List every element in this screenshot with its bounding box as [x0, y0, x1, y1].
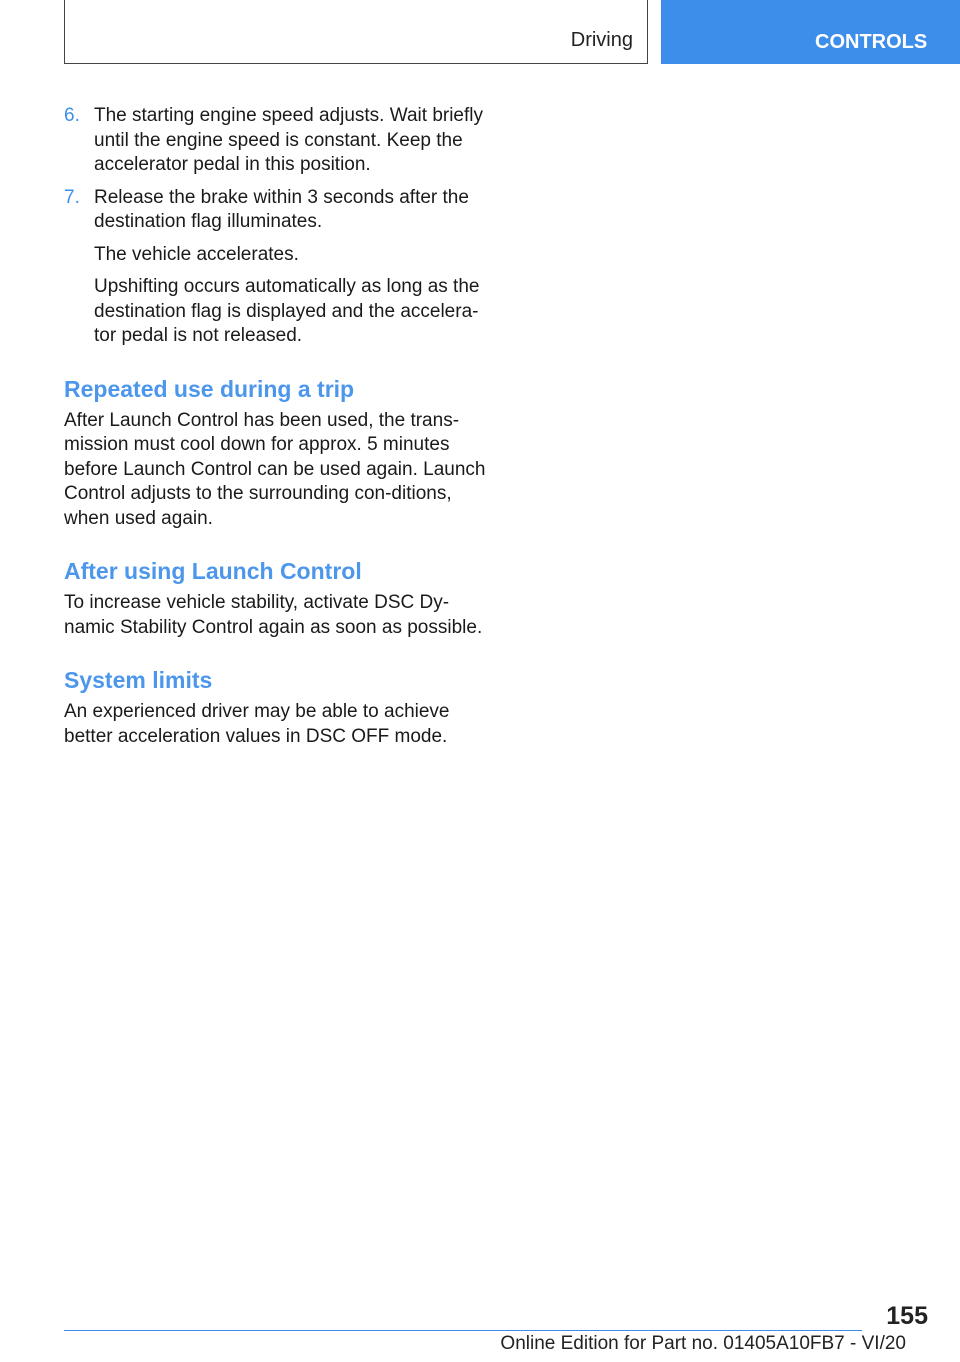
- step-text: The starting engine speed adjusts. Wait briefly until the engine speed is constant. Keep the accelerator pedal in this position.: [94, 105, 483, 175]
- chapter-tab[interactable]: [661, 0, 960, 64]
- page-content: [64, 104, 494, 749]
- section-title: Driving: [570, 29, 633, 51]
- step-number: 7.: [64, 186, 80, 208]
- section-heading-after-launch: After using Launch Control: [64, 558, 362, 584]
- step-7: [64, 186, 494, 349]
- section-text-after-launch: To increase vehicle stability, activate DSC Dy-namic Stability Control again as soon as possible.: [64, 592, 483, 638]
- header-box: [64, 0, 648, 64]
- section-text-repeated-use: After Launch Control has been used, the trans-mission must cool down for approx. 5 minutes before Launch Control can be used again. Launch Control adjusts to the surrounding con-ditions, when used again.: [64, 409, 486, 529]
- section-text-system-limits: An experienced driver may be able to achieve better acceleration values in DSC OFF mode.: [64, 701, 450, 747]
- chapter-tab-label: CONTROLS: [815, 31, 928, 53]
- page-number: 155: [886, 1302, 928, 1330]
- footer-divider: [64, 1330, 862, 1331]
- section-heading-repeated-use: Repeated use during a trip: [64, 375, 355, 402]
- step-text: The vehicle accelerates.: [94, 243, 299, 265]
- section-heading-system-limits: System limits: [64, 667, 213, 693]
- edition-footer: Online Edition for Part no. 01405A10FB7 - VI/20: [500, 1333, 906, 1354]
- step-6: [64, 104, 494, 178]
- step-text: Release the brake within 3 seconds after the destination flag illuminates.: [94, 186, 469, 232]
- step-text: Upshifting occurs automatically as long as the destination flag is displayed and the accelera-tor pedal is not released.: [94, 276, 480, 346]
- step-number: 6.: [64, 105, 80, 126]
